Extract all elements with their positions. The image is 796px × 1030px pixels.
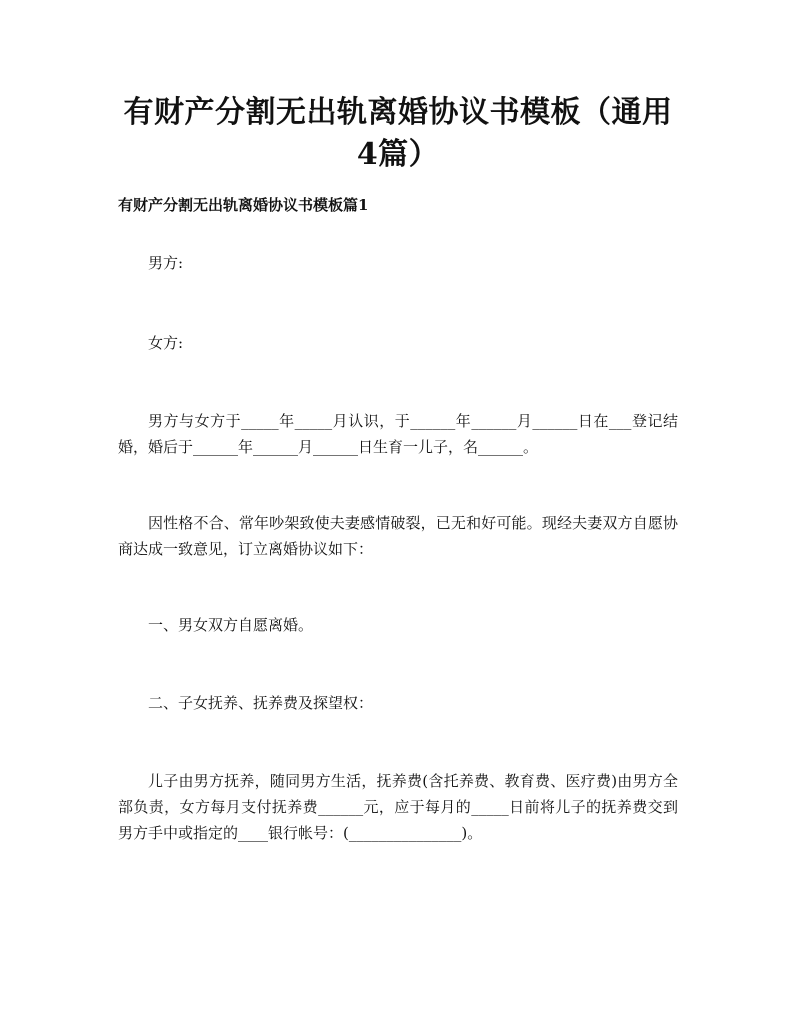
paragraph-marriage-details: 男方与女方于_____年_____月认识，于______年______月______日在___登记结婚，婚后于______年______月______日生育一儿子，名______。: [118, 412, 678, 456]
document-title: 有财产分割无出轨离婚协议书模板（通用4篇）: [123, 95, 673, 172]
paragraph-custody: 儿子由男方抚养，随同男方生活，抚养费(含托养费、教育费、医疗费)由男方全部负责，女方每月支付抚养费______元，应于每月的_____日前将儿子的抚养费交到男方手中或指定的____银行帐号：(_______________)。: [118, 772, 678, 842]
clause-one: 一、男女双方自愿离婚。: [148, 616, 314, 634]
clause-two: 二、子女抚养、抚养费及探望权：: [148, 694, 374, 712]
paragraph-divorce-reason: 因性格不合、常年吵架致使夫妻感情破裂，已无和好可能。现经夫妻双方自愿协商达成一致意见，订立离婚协议如下：: [118, 514, 678, 558]
section-heading: 有财产分割无出轨离婚协议书模板篇1: [118, 196, 369, 214]
paragraph-man: 男方:: [148, 254, 184, 272]
paragraph-woman: 女方:: [148, 334, 184, 352]
